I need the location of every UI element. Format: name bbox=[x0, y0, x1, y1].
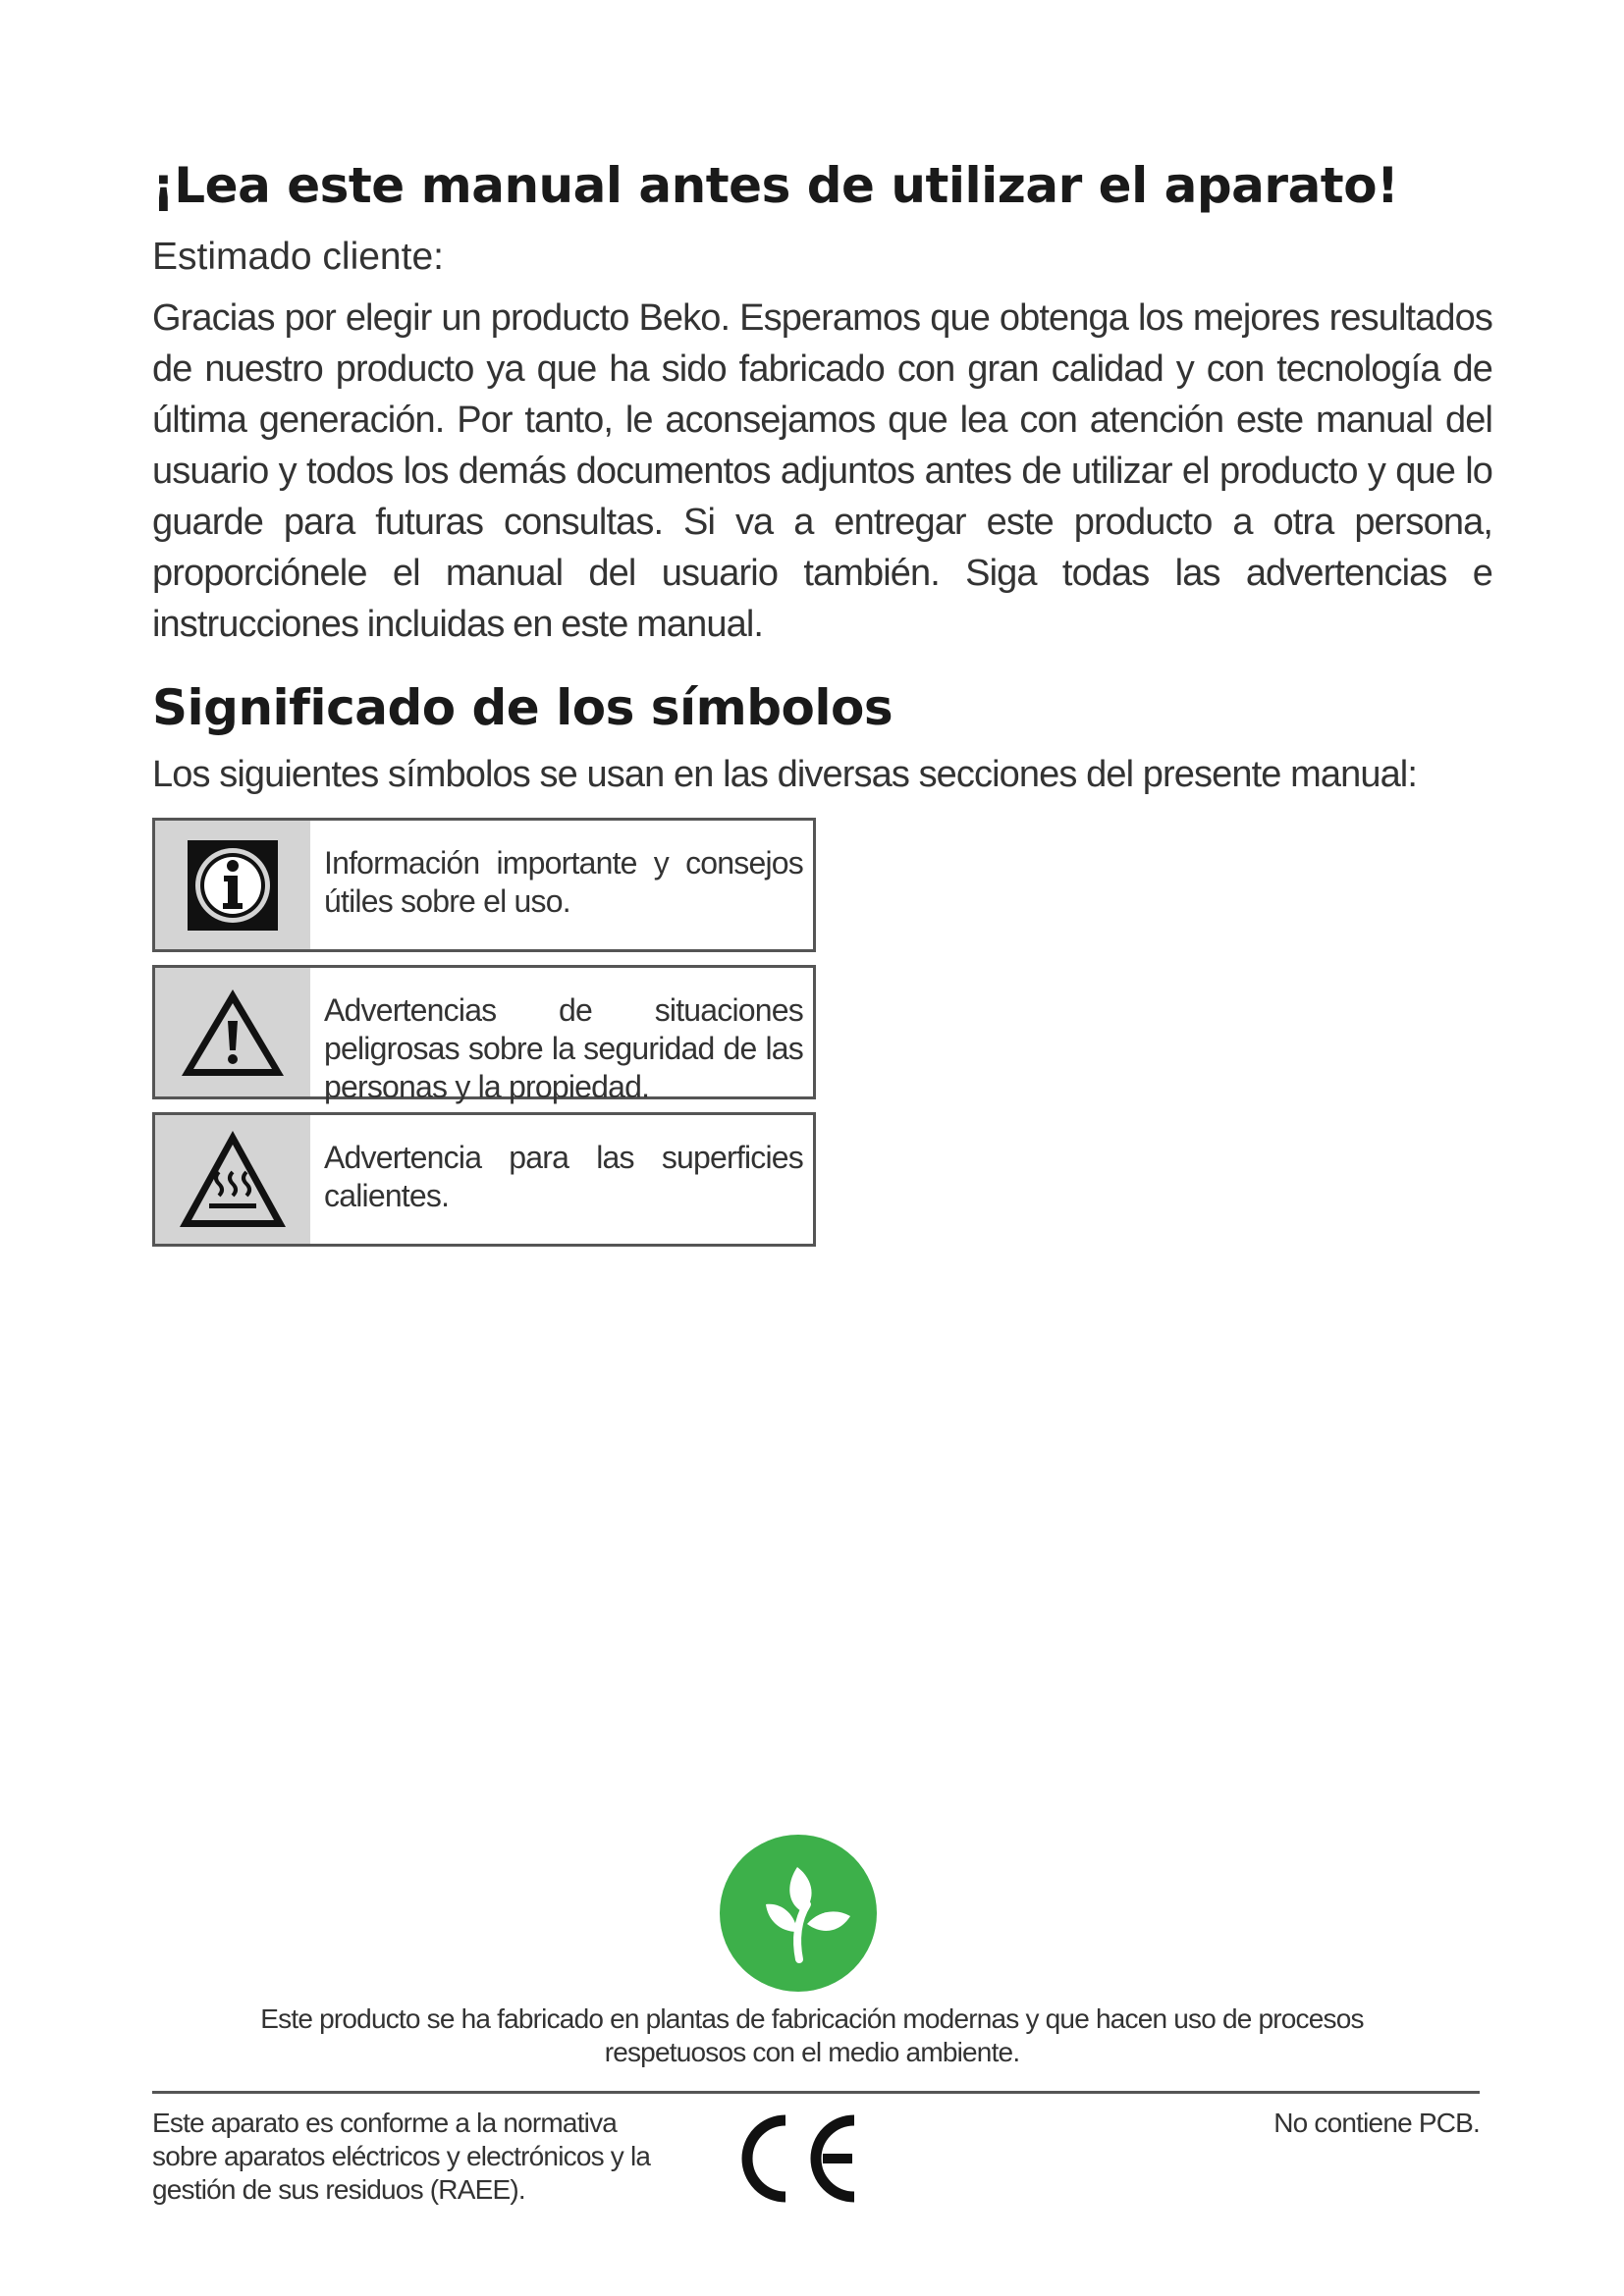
symbols-table bbox=[152, 818, 816, 1259]
symbol-text-info: Información importante y consejos útiles sobre el uso. bbox=[324, 845, 803, 919]
symbol-row-warning bbox=[152, 965, 816, 1104]
footer-divider bbox=[152, 2091, 1480, 2094]
intro-paragraph: Gracias por elegir un producto Beko. Esperamos que obtenga los mejores resultados de nuestro producto ya que ha sido fabricado con gran calidad y con tecnología de última generación. Por tanto, le aconsejamos que lea con atención este manual del usuario y todos los demás documentos adjuntos antes de utilizar el producto y que lo guarde para futuras consultas. Si va a entregar este producto a otra persona, proporciónele el manual del usuario también. Siga todas las advertencias e instrucciones incluidas en este manual. bbox=[152, 297, 1492, 645]
symbol-text-warning: Advertencias de situaciones peligrosas sobre la seguridad de las personas y la propiedad. bbox=[324, 992, 803, 1104]
weee-text: Este aparato es conforme a la normativa sobre aparatos eléctricos y electrónicos y la gestión de sus residuos (RAEE). bbox=[152, 2108, 651, 2205]
symbols-intro: Los siguientes símbolos se usan en las diversas secciones del presente manual: bbox=[152, 754, 1418, 795]
salutation: Estimado cliente: bbox=[152, 236, 444, 278]
ce-mark-icon bbox=[729, 2110, 866, 2207]
symbol-text-hot-surface: Advertencia para las superficies calientes. bbox=[324, 1140, 803, 1213]
green-leaf-icon bbox=[719, 1834, 878, 1993]
eco-text: Este producto se ha fabricado en plantas de fabricación modernas y que hacen uso de procesos respetuosos con el medio ambiente. bbox=[260, 2003, 1364, 2067]
pcb-text: No contiene PCB. bbox=[1273, 2108, 1480, 2138]
page-title: ¡Lea este manual antes de utilizar el aparato! bbox=[152, 157, 1399, 214]
hot-surface-icon bbox=[176, 1127, 290, 1233]
symbols-heading: Significado de los símbolos bbox=[152, 679, 893, 736]
info-icon bbox=[186, 838, 280, 933]
warning-triangle-icon bbox=[178, 986, 288, 1080]
symbol-row-hot-surface bbox=[152, 1112, 816, 1247]
symbol-row-info bbox=[152, 818, 816, 952]
